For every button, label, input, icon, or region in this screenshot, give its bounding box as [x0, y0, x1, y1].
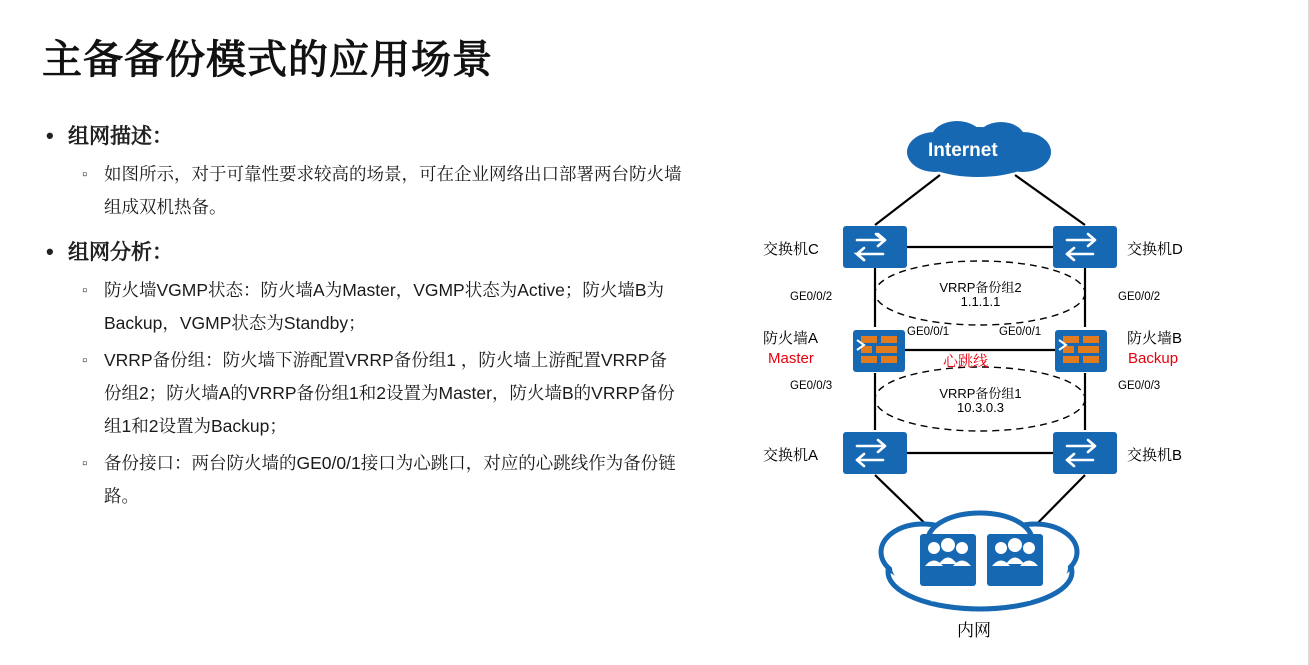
- host-b-label: 主机B: [997, 589, 1033, 604]
- bullet-level1: • 组网描述：: [42, 122, 682, 152]
- interface-label-ge001-left: GE0/0/1: [907, 326, 950, 338]
- switch-b-icon: [1053, 432, 1117, 474]
- internet-label: Internet: [928, 140, 998, 161]
- bullet-level2: ▫ 防火墙VGMP状态：防火墙A为Master，VGMP状态为Active；防火墙B为Backup，VGMP状态为Standby；: [42, 274, 682, 340]
- interface-label-ge002-right: GE0/0/2: [1118, 291, 1161, 303]
- interface-label-ge001-right: GE0/0/1: [999, 326, 1042, 338]
- host-a-icon: [920, 534, 976, 586]
- bullet-level1: • 组网分析：: [42, 238, 682, 268]
- firewall-b-role-label: Backup: [1128, 350, 1179, 367]
- switch-c-label: 交换机C: [763, 241, 819, 258]
- switch-d-icon: [1053, 226, 1117, 268]
- bullet-level2: ▫ 备份接口：两台防火墙的GE0/0/1接口为心跳口，对应的心跳线作为备份链路。: [42, 447, 682, 513]
- interface-label-ge003-right: GE0/0/3: [1118, 380, 1161, 392]
- switch-d-label: 交换机D: [1127, 241, 1183, 258]
- bullet-level2: ▫ 如图所示，对于可靠性要求较高的场景，可在企业网络出口部署两台防火墙组成双机热备。: [42, 158, 682, 224]
- bullet-level2: ▫ VRRP备份组：防火墙下游配置VRRP备份组1 ，防火墙上游配置VRRP备份组2；防火墙A的VRRP备份组1和2设置为Master，防火墙B的VRRP备份组1和2设置为Backup；: [42, 344, 682, 443]
- switch-a-icon: [843, 432, 907, 474]
- switch-c-icon: [843, 226, 907, 268]
- switch-a-label: 交换机A: [763, 447, 819, 464]
- intranet-cloud-icon: [881, 513, 1077, 609]
- firewall-b-icon: [1055, 330, 1107, 372]
- firewall-b-label: 防火墙B: [1127, 330, 1183, 347]
- vrrp-group-1-name: VRRP备份组1: [939, 386, 1022, 401]
- firewall-a-label: 防火墙A: [763, 330, 819, 347]
- page-title: 主备备份模式的应用场景: [42, 38, 493, 82]
- vrrp-group-2-ip: 1.1.1.1: [960, 294, 1001, 309]
- host-a-label: 主机A: [930, 589, 966, 604]
- host-b-icon: [987, 534, 1043, 586]
- interface-label-ge003-left: GE0/0/3: [790, 380, 833, 392]
- firewall-a-icon: [853, 330, 905, 372]
- interface-label-ge002-left: GE0/0/2: [790, 291, 833, 303]
- vrrp-group-1-ip: 10.3.0.3: [957, 400, 1004, 415]
- vrrp-group-2-name: VRRP备份组2: [939, 280, 1022, 295]
- switch-b-label: 交换机B: [1127, 447, 1183, 464]
- heartbeat-link-label: 心跳线: [943, 353, 989, 370]
- network-topology-diagram: [735, 0, 1310, 665]
- bullet-list: [42, 108, 682, 517]
- firewall-a-role-label: Master: [768, 350, 814, 367]
- intranet-label: 内网: [957, 621, 991, 640]
